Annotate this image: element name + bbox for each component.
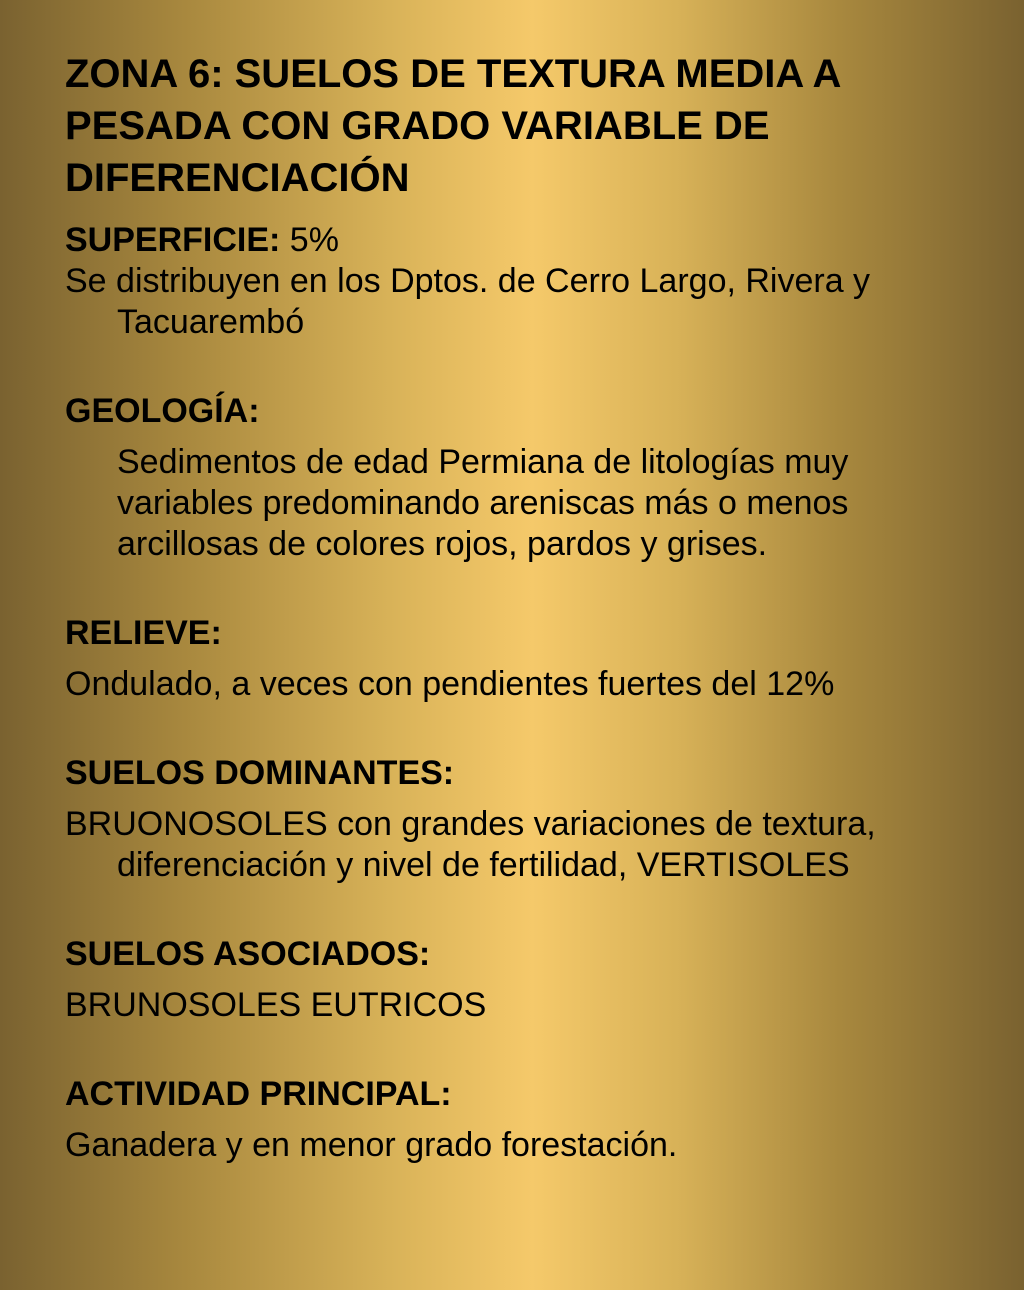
relieve-label: RELIEVE: (65, 614, 222, 652)
actividad-principal-text: Ganadera y en menor grado forestación. (65, 1126, 678, 1164)
suelos-dominantes-label: SUELOS DOMINANTES: (65, 754, 455, 792)
relieve-text: Ondulado, a veces con pendientes fuertes del 12% (65, 665, 835, 703)
geologia-text: Sedimentos de edad Permiana de litologías muy variables predominando areniscas más o menos arcillosas de colores rojos, pardos y grises. (117, 443, 849, 563)
geologia-label: GEOLOGÍA: (65, 392, 260, 430)
suelos-asociados-section (65, 934, 965, 1026)
actividad-principal-section (65, 1074, 965, 1166)
slide-title: ZONA 6: SUELOS DE TEXTURA MEDIA A PESADA CON GRADO VARIABLE DE DIFERENCIACIÓN (65, 52, 840, 200)
superficie-section (65, 220, 965, 343)
superficie-label: SUPERFICIE: (65, 221, 281, 259)
geologia-section (65, 391, 965, 565)
superficie-description: Se distribuyen en los Dptos. de Cerro Largo, Rivera y Tacuarembó (65, 262, 871, 341)
suelos-asociados-label: SUELOS ASOCIADOS: (65, 935, 431, 973)
superficie-line (65, 220, 965, 261)
slide-content (65, 220, 965, 1166)
suelos-dominantes-text: BRUONOSOLES con grandes variaciones de textura, diferenciación y nivel de fertilidad, VERTISOLES (65, 805, 876, 884)
suelos-dominantes-section (65, 753, 965, 886)
superficie-value: 5% (280, 221, 339, 259)
suelos-asociados-text: BRUNOSOLES EUTRICOS (65, 986, 487, 1024)
relieve-section (65, 613, 965, 705)
actividad-principal-label: ACTIVIDAD PRINCIPAL: (65, 1075, 452, 1113)
